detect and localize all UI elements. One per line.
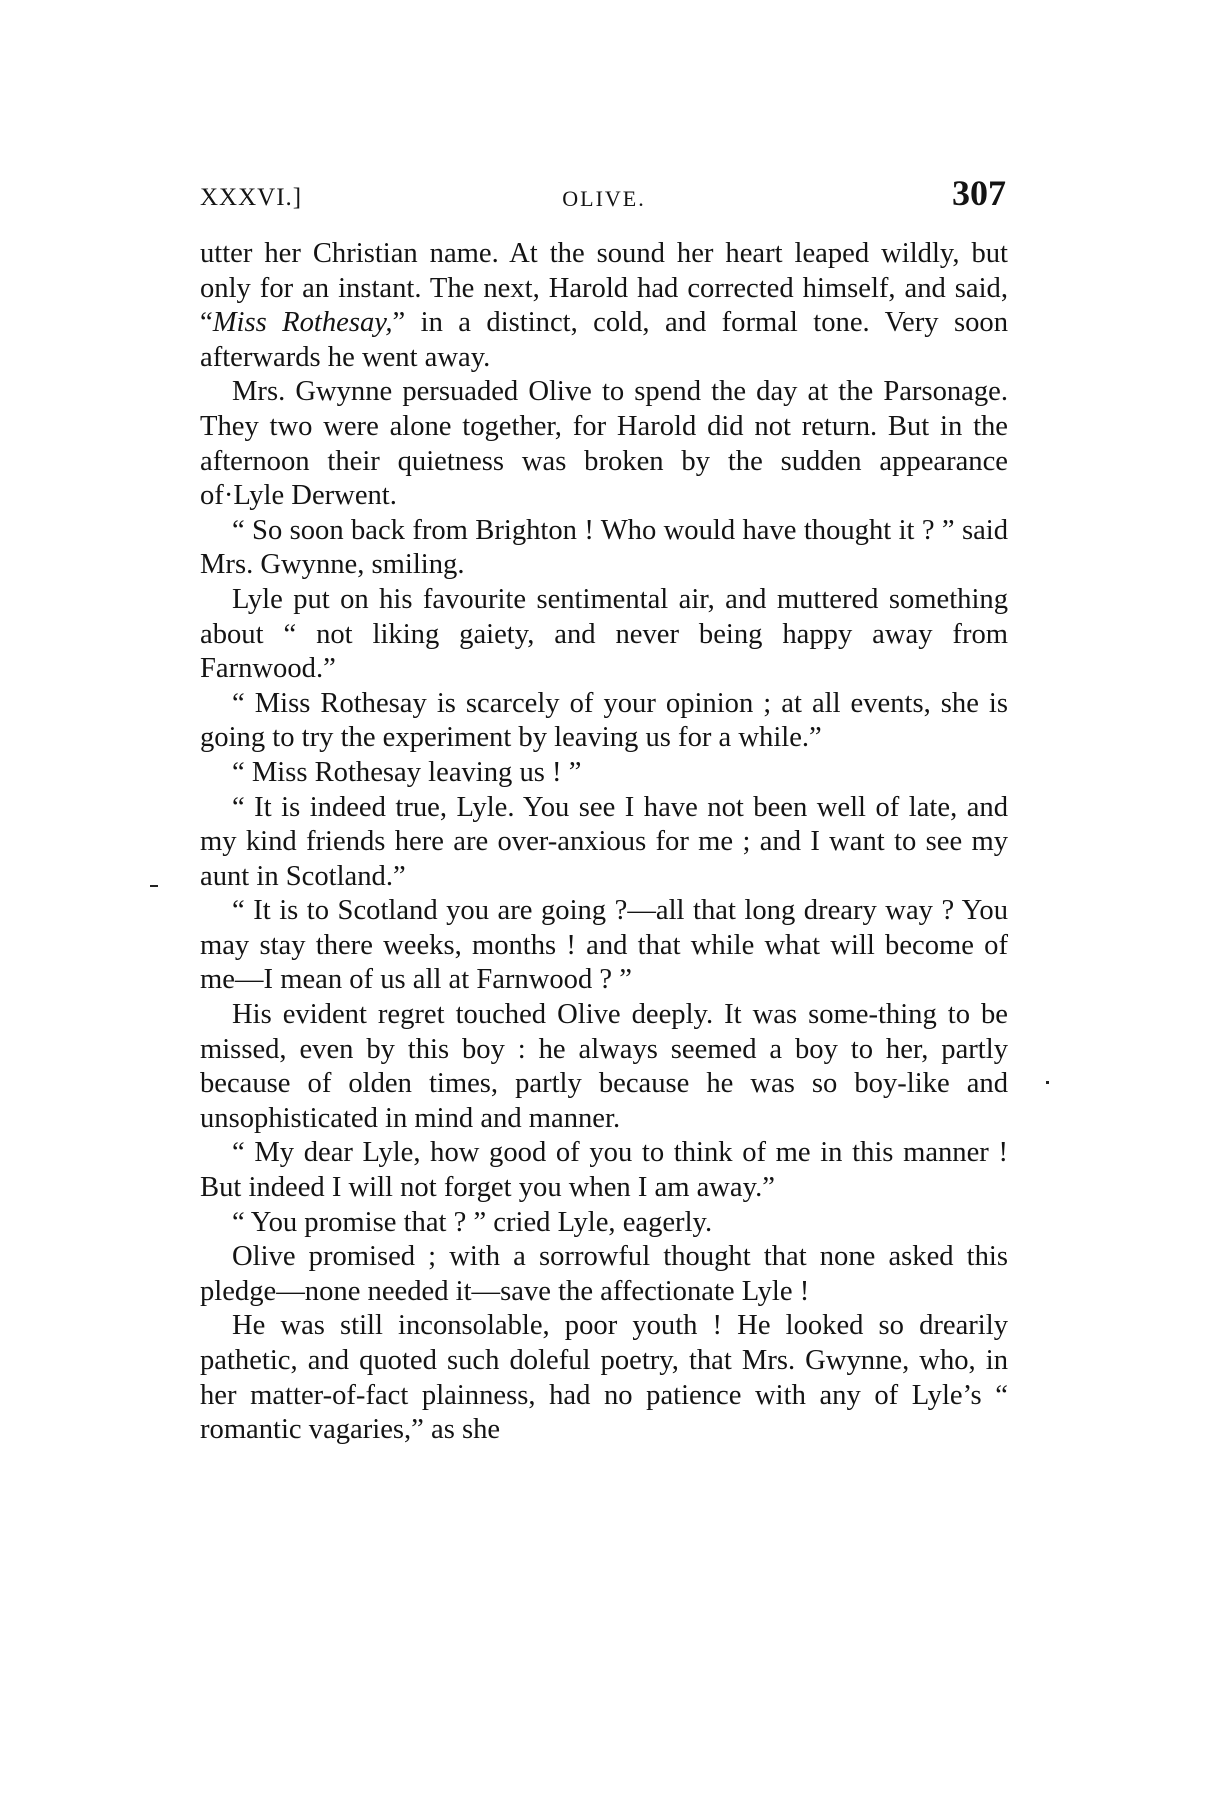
paragraph — [200, 894, 1008, 998]
paragraph-text: His evident regret touched Olive deeply. It was some-thing to be missed, even by this boy : he always seemed a boy to her, partly because of olden times, partly because he was so boy-like and unsophisticated in mind and manner. — [200, 999, 1008, 1134]
paragraph-text: “ You promise that ? ” cried Lyle, eagerly. — [232, 1206, 713, 1238]
paragraph — [200, 687, 1008, 756]
paragraph-text: ” in a distinct, cold, and formal tone. Very soon afterwards he went away. — [200, 307, 1008, 373]
paragraph-text: Olive promised ; with a sorrowful thought that none asked this pledge—none needed it—save the affectionate Lyle ! — [200, 1241, 1008, 1307]
paragraph — [200, 1206, 1008, 1241]
running-head — [200, 172, 1008, 222]
paragraph-text: “ My dear Lyle, how good of you to think of me in this manner ! But indeed I will not forget you when I am away.” — [200, 1137, 1008, 1204]
paragraph-text: He was still inconsolable, poor youth ! He looked so drearily pathetic, and quoted such doleful poetry, that Mrs. Gwynne, who, in her matter-of-fact plainness, had no patience with any of Lyle’s “ romantic vagaries,” as she — [200, 1310, 1008, 1446]
paragraph-text: Lyle put on his favourite sentimental air, and muttered something about “ not liking gaiety, and never being happy away from Farnwood.” — [200, 583, 1008, 685]
paragraph — [200, 514, 1008, 583]
paragraph — [200, 237, 1008, 375]
italic-text: Miss Rothesay, — [212, 307, 393, 339]
page-number: 307 — [952, 173, 1006, 213]
paragraph — [200, 583, 1008, 687]
chapter-number: XXXVI.] — [200, 184, 303, 211]
paragraph — [200, 1240, 1008, 1309]
margin-dot-mark — [1046, 1081, 1049, 1084]
paragraph — [200, 791, 1008, 895]
paragraph-text: “ It is to Scotland you are going ?—all that long dreary way ? You may stay there weeks, months ! and that while what will become of me—I mean of us all at Farnwood ? ” — [200, 895, 1008, 996]
margin-dash-mark — [150, 885, 158, 887]
paragraph — [200, 1136, 1008, 1205]
paragraph-text: utter her Christian name. At the sound her heart leaped wildly, but only for an instant. The next, Harold had corrected himself, and said, “ — [200, 238, 1008, 339]
paragraph-text: “ Miss Rothesay is scarcely of your opinion ; at all events, she is going to try the experiment by leaving us for a while.” — [200, 687, 1008, 754]
paragraph-text: “ It is indeed true, Lyle. You see I have not been well of late, and my kind friends here are over-anxious for me ; and I want to see my aunt in Scotland.” — [200, 791, 1008, 892]
paragraph — [200, 1309, 1008, 1447]
paragraph-text: Mrs. Gwynne persuaded Olive to spend the day at the Parsonage. They two were alone together, for Harold did not return. But in the afternoon their quietness was broken by the sudden appearance of·Lyle Derwent. — [200, 376, 1008, 512]
paragraph — [200, 375, 1008, 513]
paragraph-text: “ So soon back from Brighton ! Who would have thought it ? ” said Mrs. Gwynne, smiling. — [200, 514, 1008, 581]
book-title: OLIVE. — [562, 186, 646, 211]
paragraph — [200, 998, 1008, 1136]
page-body-text — [200, 237, 1008, 1448]
paragraph-text: “ Miss Rothesay leaving us ! ” — [232, 756, 582, 788]
paragraph — [200, 756, 1008, 791]
